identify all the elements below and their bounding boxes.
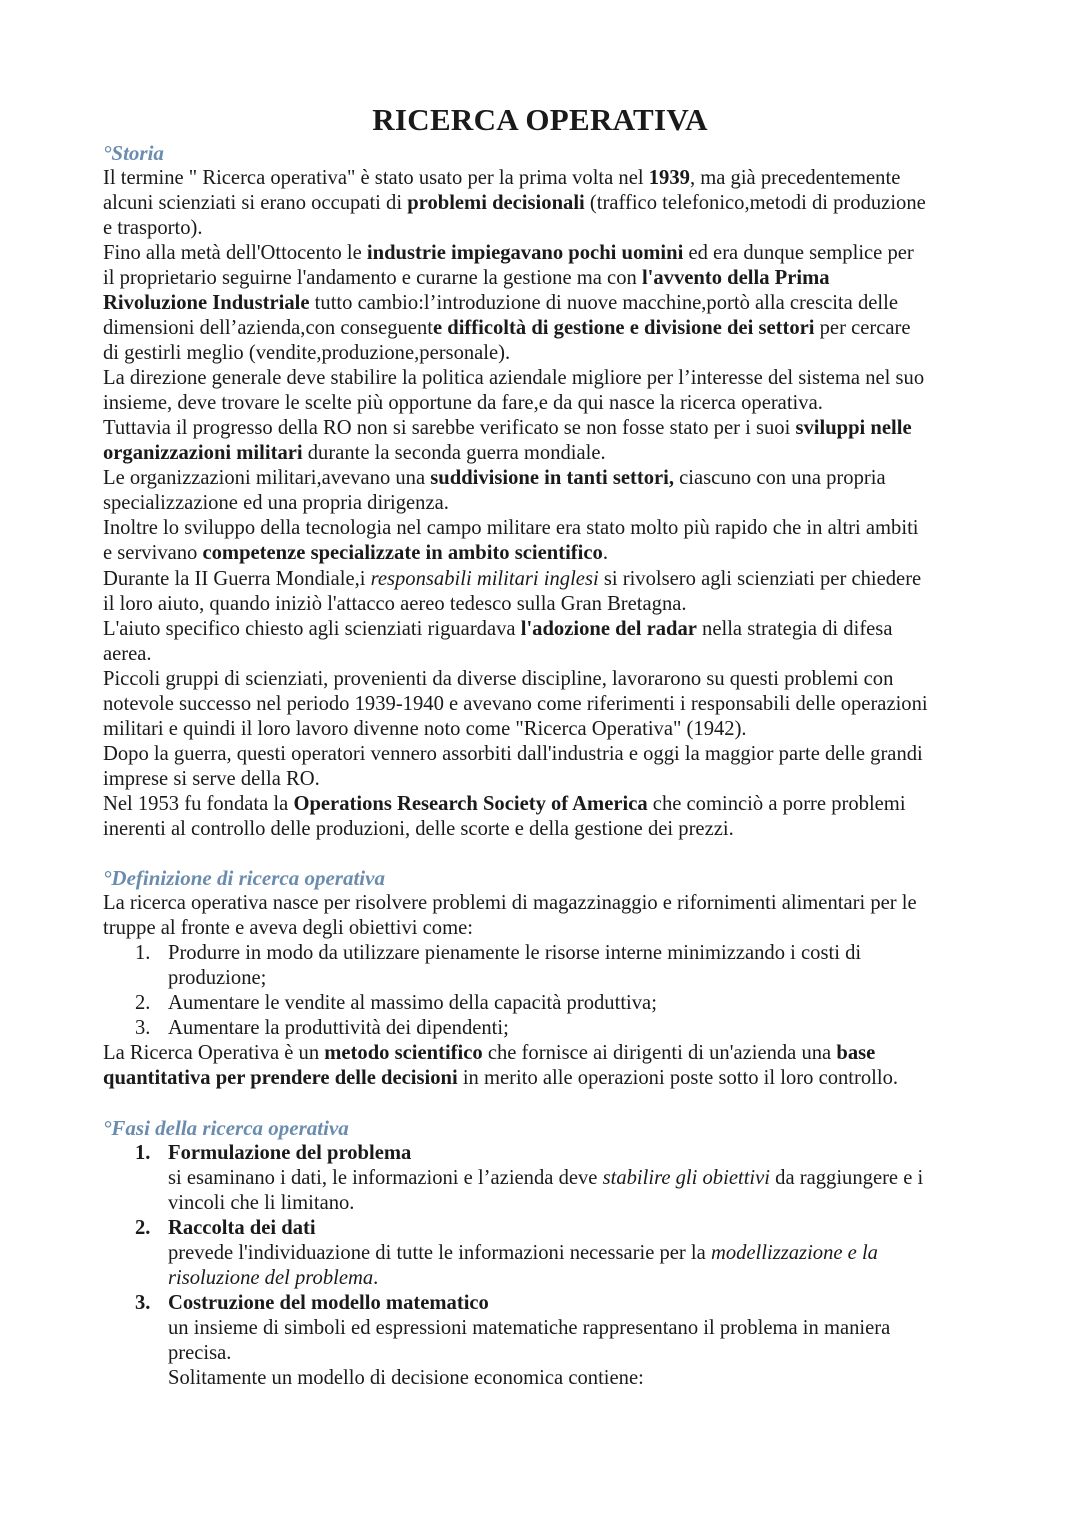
list-item-title: Formulazione del problema [168,1142,412,1165]
text-run: militari e quindi il loro lavoro divenne noto come "Ricerca Operativa" (1942). [103,717,747,740]
document-title: RICERCA OPERATIVA [372,102,708,137]
text-run: insieme, deve trovare le scelte più opportune da fare,e da qui nasce la ricerca operativa. [103,392,823,415]
italic-text: modellizzazione e la [710,1242,878,1265]
text-line [103,717,747,742]
text-line [103,266,830,291]
text-run: aerea. [103,642,152,665]
text-line [103,1041,875,1066]
bold-text: sviluppi nelle [795,417,912,440]
bold-text: industrie impiegavano pochi uomini [366,242,684,265]
text-run: il loro aiuto, quando iniziò l'attacco aereo tedesco sulla Gran Bretagna. [103,592,687,615]
bold-text: problemi decisionali [407,192,585,215]
text-line [103,642,152,667]
list-number: 3. [135,1292,151,1315]
text-run: per cercare [814,317,911,340]
bold-text: Rivoluzione Industriale [103,292,310,315]
text-line [103,466,886,491]
text-line [103,667,893,692]
text-line [168,1341,231,1366]
text-run: si esaminano i dati, le informazioni e l’azienda deve [168,1167,603,1190]
text-run: vincoli che li limitano. [168,1192,355,1215]
list-number: 2. [135,992,151,1015]
text-line [103,366,924,391]
text-line [103,692,928,717]
text-run: Le organizzazioni militari,avevano una [103,467,431,490]
bold-text: base [836,1042,876,1065]
text-run: . [373,1267,379,1290]
list-number: 2. [135,1217,151,1240]
text-run: Nel 1953 fu fondata la [103,792,294,815]
text-line [168,1366,644,1391]
text-run: che cominciò a porre problemi [647,792,906,815]
text-line [103,792,906,817]
text-run: alcuni scienziati si erano occupati di [103,192,408,215]
bold-text: suddivisione in tanti settori, [430,467,675,490]
text-line [103,216,203,241]
text-run: il proprietario seguirne l'andamento e curarne la gestione ma con [103,267,642,290]
text-run: truppe al fronte e aveva degli obiettivi come: [103,917,473,940]
bold-text: quantitativa per prendere delle decisioni [103,1067,458,1090]
text-line [168,966,266,991]
section-heading: °Storia [103,141,164,165]
bold-text: e difficoltà di gestione e divisione dei settori [432,317,815,340]
text-line [103,1066,898,1091]
text-line [168,991,657,1016]
text-line [103,316,911,341]
text-line [103,617,892,642]
text-run: (traffico telefonico,metodi di produzione [584,192,926,215]
text-run: precisa. [168,1342,232,1365]
text-line [103,567,921,592]
text-line [103,291,898,316]
text-run: Piccoli gruppi di scienziati, provenienti da diverse discipline, lavorarono su questi problemi con [103,667,894,690]
text-run: e trasporto). [103,217,203,240]
text-line [103,916,473,941]
text-run: di gestirli meglio (vendite,produzione,personale). [103,342,511,365]
text-run: Tuttavia il progresso della RO non si sarebbe verificato se non fosse stato per i suoi [103,417,796,440]
section-heading: °Definizione di ricerca operativa [103,866,385,890]
bold-text: organizzazioni militari [103,442,303,465]
text-run: La direzione generale deve stabilire la politica aziendale migliore per l’interesse del sistema nel suo [103,367,925,390]
text-run: ciascuno con una propria [674,467,886,490]
text-line [103,817,734,842]
text-run: , ma già precedentemente [689,167,901,190]
text-line [103,541,608,566]
text-run: Produrre in modo da utilizzare pienamente le risorse interne minimizzando i costi di [168,942,862,965]
text-run: specializzazione ed una propria dirigenza. [103,492,449,515]
section-heading: °Fasi della ricerca operativa [103,1116,349,1140]
text-run: nella strategia di difesa [696,617,893,640]
text-run: Aumentare le vendite al massimo della capacità produttiva; [168,992,657,1015]
text-line [103,491,449,516]
text-line [103,166,900,191]
text-line [103,391,823,416]
text-run: imprese si serve della RO. [103,767,320,790]
text-run: dimensioni dell’azienda,con conseguent [103,317,433,340]
list-number: 3. [135,1017,151,1040]
text-run: La Ricerca Operativa è un [103,1042,325,1065]
text-line [103,742,923,767]
list-number: 1. [135,1142,151,1165]
text-run: Dopo la guerra, questi operatori vennero assorbiti dall'industria e oggi la maggior parte delle grandi [103,742,923,765]
text-run: Inoltre lo sviluppo della tecnologia nel campo militare era stato molto più rapido che in altri ambiti [103,517,919,540]
text-run: inerenti al controllo delle produzioni, delle scorte e della gestione dei prezzi. [103,817,734,840]
bold-text: l'adozione del radar [520,617,697,640]
text-run: tutto cambio:l’introduzione di nuove macchine,portò alla crescita delle [309,292,898,315]
text-line [103,891,917,916]
italic-text: risoluzione del problema [168,1267,374,1290]
text-run: e servivano [103,542,203,565]
text-run: da raggiungere e i [770,1167,924,1190]
text-line [168,1016,509,1041]
bold-text: l'avvento della Prima [641,267,830,290]
text-run: prevede l'individuazione di tutte le informazioni necessarie per la [168,1242,711,1265]
text-run: notevole successo nel periodo 1939-1940 e avevano come riferimenti i responsabili delle operazioni [103,692,928,715]
text-run: un insieme di simboli ed espressioni matematiche rappresentano il problema in maniera [168,1317,891,1340]
text-run: La ricerca operativa nasce per risolvere problemi di magazzinaggio e rifornimenti alimentari per le [103,892,917,915]
text-line [103,592,687,617]
bold-text: Operations Research Society of America [293,792,648,815]
text-run: Il termine " Ricerca operativa" è stato usato per la prima volta nel [103,167,649,190]
text-line [103,441,606,466]
text-run: durante la seconda guerra mondiale. [302,442,606,465]
italic-text: stabilire gli obiettivi [602,1167,770,1190]
text-run: L'aiuto specifico chiesto agli scienziati riguardava [103,617,521,640]
text-run: ed era dunque semplice per [683,242,914,265]
text-line [168,941,861,966]
text-line [168,1266,378,1291]
text-line [103,516,919,541]
text-run: Solitamente un modello di decisione economica contiene: [168,1367,644,1390]
text-line [103,191,926,216]
text-run: Durante la II Guerra Mondiale,i [103,567,371,590]
bold-text: competenze specializzate in ambito scientifico [202,542,603,565]
bold-text: metodo scientifico [324,1042,483,1065]
text-line [168,1316,890,1341]
bold-text: 1939 [648,167,690,190]
text-line [103,341,510,366]
text-run: Aumentare la produttività dei dipendenti; [168,1017,509,1040]
text-line [103,416,912,441]
list-item-title: Raccolta dei dati [168,1217,316,1240]
text-run: produzione; [168,967,267,990]
text-line [103,767,320,792]
text-run: in merito alle operazioni poste sotto il loro controllo. [457,1067,899,1090]
text-line [168,1166,923,1191]
text-line [168,1241,878,1266]
text-run: . [602,542,608,565]
italic-text: responsabili militari inglesi [370,567,599,590]
text-run: che fornisce ai dirigenti di un'azienda una [482,1042,837,1065]
list-number: 1. [135,942,151,965]
text-line [103,241,914,266]
list-item-title: Costruzione del modello matematico [168,1292,489,1315]
text-run: Fino alla metà dell'Ottocento le [103,242,367,265]
text-run: si rivolsero agli scienziati per chiedere [598,567,922,590]
text-line [168,1191,354,1216]
